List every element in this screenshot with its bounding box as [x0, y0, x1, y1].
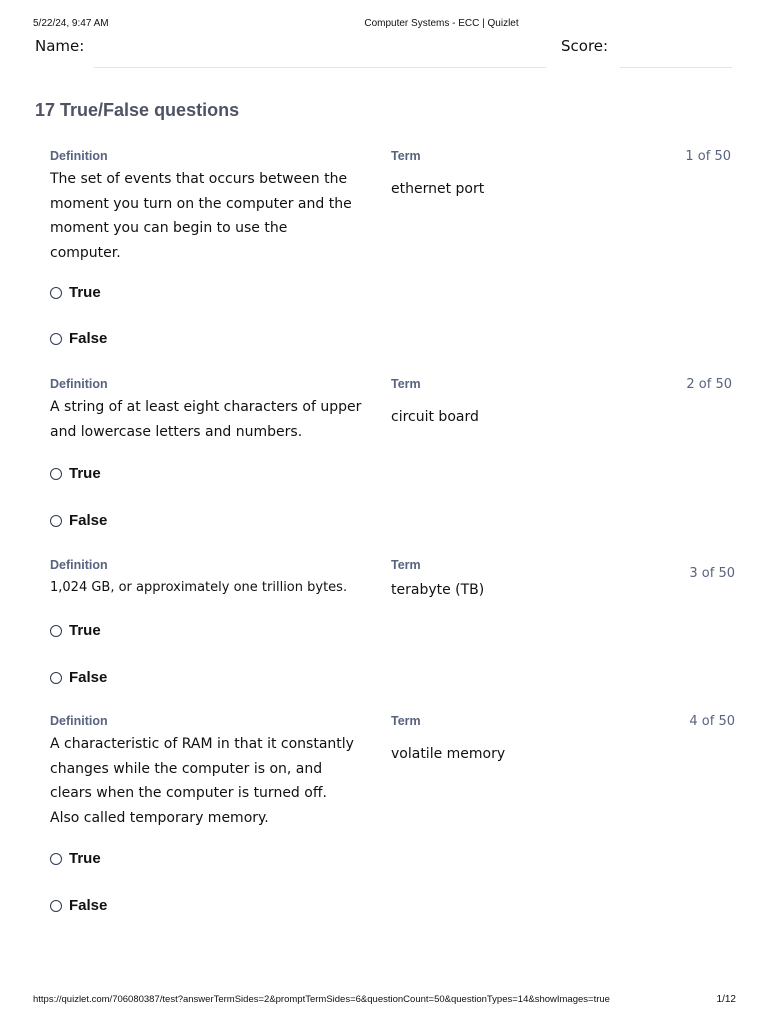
true-label: True	[69, 850, 101, 867]
page-number: 1/12	[716, 994, 736, 1005]
false-label: False	[69, 330, 108, 347]
definition-label: Definition	[50, 714, 108, 728]
radio-icon[interactable]	[50, 853, 62, 865]
question-card	[50, 377, 740, 537]
term-text: ethernet port	[391, 181, 485, 197]
print-header-title: Computer Systems - ECC | Quizlet	[364, 18, 519, 29]
score-label: Score:	[561, 37, 609, 55]
footer-url: https://quizlet.com/706080387/test?answerTermSides=2&promptTermSides=6&questionCount=50&questionTypes=14&showImages=true	[33, 994, 610, 1005]
radio-icon[interactable]	[50, 468, 62, 480]
radio-icon[interactable]	[50, 625, 62, 637]
radio-icon[interactable]	[50, 672, 62, 684]
false-option[interactable]	[50, 897, 107, 914]
definition-text: A characteristic of RAM in that it constantly changes while the computer is on, and clears when the computer is turned off. Also called temporary memory.	[50, 736, 354, 826]
name-label: Name:	[35, 37, 85, 55]
question-card	[50, 149, 740, 359]
term-text: circuit board	[391, 409, 479, 425]
definition-text: 1,024 GB, or approximately one trillion bytes.	[50, 580, 348, 595]
question-counter: 2 of 50	[686, 377, 732, 392]
definition-label: Definition	[50, 377, 108, 391]
definition-label: Definition	[50, 149, 108, 163]
true-option[interactable]	[50, 284, 101, 301]
true-label: True	[69, 465, 101, 482]
true-label: True	[69, 622, 101, 639]
false-option[interactable]	[50, 512, 107, 529]
print-header-datetime: 5/22/24, 9:47 AM	[33, 18, 109, 29]
question-counter: 1 of 50	[685, 149, 731, 164]
name-field[interactable]	[94, 67, 546, 68]
term-label: Term	[391, 558, 421, 572]
term-text: volatile memory	[391, 746, 506, 762]
false-label: False	[69, 669, 108, 686]
section-title: 17 True/False questions	[35, 100, 240, 120]
question-counter: 4 of 50	[689, 714, 735, 729]
question-counter: 3 of 50	[689, 566, 735, 581]
false-label: False	[69, 512, 108, 529]
radio-icon[interactable]	[50, 515, 62, 527]
definition-text: The set of events that occurs between the moment you turn on the computer and the moment you can begin to use the computer.	[50, 171, 352, 261]
radio-icon[interactable]	[50, 900, 62, 912]
false-option[interactable]	[50, 669, 107, 686]
score-field[interactable]	[620, 67, 732, 68]
question-card	[50, 558, 740, 693]
true-option[interactable]	[50, 622, 101, 639]
term-label: Term	[391, 149, 421, 163]
radio-icon[interactable]	[50, 287, 62, 299]
true-option[interactable]	[50, 465, 101, 482]
definition-text: A string of at least eight characters of upper and lowercase letters and numbers.	[50, 399, 362, 440]
false-option[interactable]	[50, 330, 107, 347]
definition-label: Definition	[50, 558, 108, 572]
true-label: True	[69, 284, 101, 301]
term-label: Term	[391, 377, 421, 391]
true-option[interactable]	[50, 850, 101, 867]
radio-icon[interactable]	[50, 333, 62, 345]
term-text: terabyte (TB)	[391, 582, 485, 598]
term-label: Term	[391, 714, 421, 728]
false-label: False	[69, 897, 108, 914]
question-card	[50, 714, 740, 924]
